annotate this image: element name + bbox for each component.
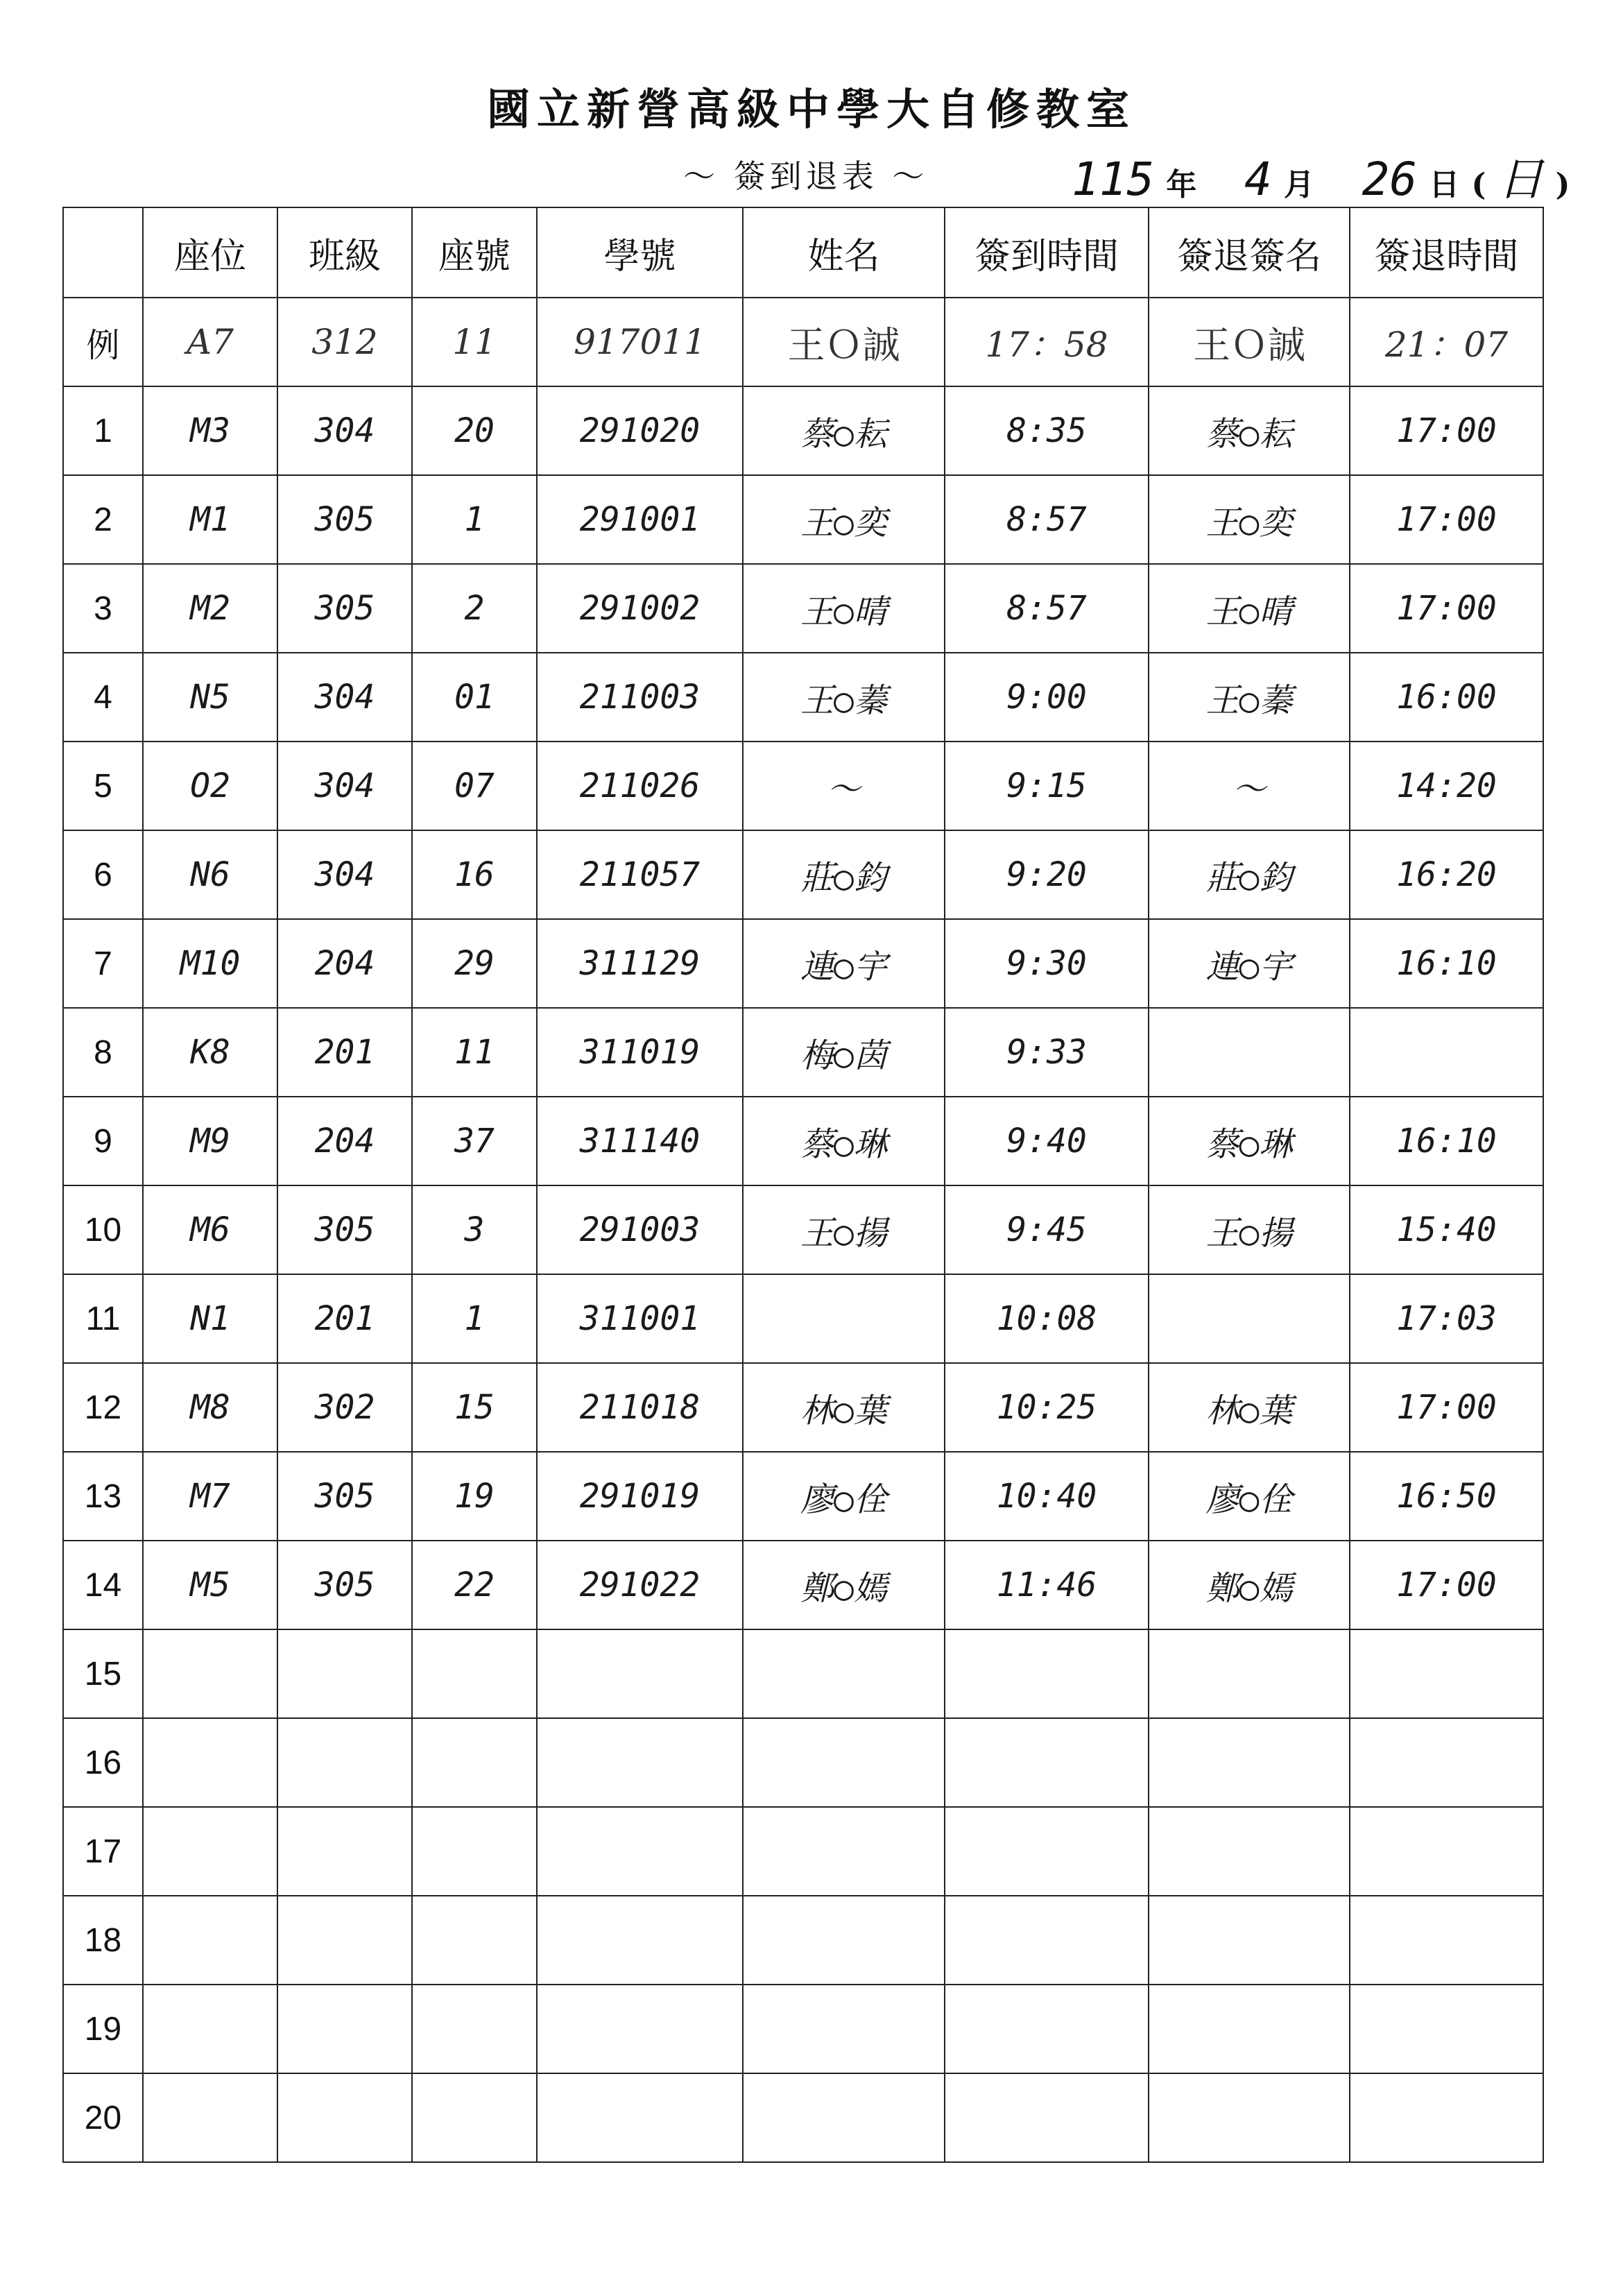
row-number: 8 [63,1008,143,1097]
seat-number-cell [412,1985,537,2073]
student-id-cell: 211018 [537,1363,743,1452]
name-cell [743,1629,945,1718]
table-row [63,1008,1543,1097]
seat-cell: N5 [143,653,277,742]
seat-cell [143,2073,277,2162]
seat-cell: A7 [143,298,277,386]
class-cell: 305 [277,1185,412,1274]
sign-out-signature-cell: 王○蓁 [1149,653,1350,742]
row-number: 10 [63,1185,143,1274]
student-id-cell: 211026 [537,742,743,830]
sign-out-signature-cell: 廖○佺 [1149,1452,1350,1541]
row-number: 12 [63,1363,143,1452]
table-row [63,2073,1543,2162]
table-row [63,475,1543,564]
sign-out-signature-cell: 莊○鈞 [1149,830,1350,919]
sign-in-time-cell: 8:35 [945,386,1149,475]
column-header-seat: 座位 [143,207,277,298]
row-number: 19 [63,1985,143,2073]
sign-in-time-cell: 10:40 [945,1452,1149,1541]
table-row [63,1274,1543,1363]
student-id-cell: 311129 [537,919,743,1008]
sign-out-time-cell: 16:10 [1350,1097,1543,1185]
sign-out-signature-cell: 蔡○耘 [1149,386,1350,475]
student-id-cell: 291001 [537,475,743,564]
sign-out-signature-cell: 王○奕 [1149,475,1350,564]
sign-out-signature-cell: 連○宇 [1149,919,1350,1008]
column-header-name: 姓名 [743,207,945,298]
class-cell: 305 [277,475,412,564]
sign-out-time-cell: 16:20 [1350,830,1543,919]
sign-out-time-cell [1350,1985,1543,2073]
table-row [63,564,1543,653]
row-number: 1 [63,386,143,475]
sign-in-time-cell: 8:57 [945,564,1149,653]
name-cell [743,1896,945,1985]
name-cell [743,1718,945,1807]
student-id-cell [537,1718,743,1807]
page-subtitle: ～ 簽到退表 ～ [683,157,929,195]
class-cell: 305 [277,1452,412,1541]
seat-number-cell: 07 [412,742,537,830]
seat-number-cell: 3 [412,1185,537,1274]
class-cell [277,1629,412,1718]
sign-out-time-cell [1350,1896,1543,1985]
seat-cell [143,1629,277,1718]
student-id-cell: 311019 [537,1008,743,1097]
class-cell: 304 [277,742,412,830]
name-cell: 廖○佺 [743,1452,945,1541]
sign-in-time-cell [945,1718,1149,1807]
sign-in-time-cell: 9:40 [945,1097,1149,1185]
name-cell: 蔡○耘 [743,386,945,475]
sign-out-time-cell: 17:03 [1350,1274,1543,1363]
sign-in-time-cell: 8:57 [945,475,1149,564]
sign-out-time-cell: 17:00 [1350,1363,1543,1452]
seat-cell: K8 [143,1008,277,1097]
sign-out-time-cell: 16:00 [1350,653,1543,742]
sign-out-signature-cell: 蔡○琳 [1149,1097,1350,1185]
date-day: 26 [1362,153,1418,206]
date-month-unit: 月 [1283,167,1314,203]
date-month: 4 [1244,153,1272,206]
sign-in-time-cell: 11:46 [945,1541,1149,1629]
row-number: 16 [63,1718,143,1807]
sign-out-signature-cell [1149,1629,1350,1718]
seat-number-cell: 16 [412,830,537,919]
seat-number-cell: 29 [412,919,537,1008]
sign-in-time-cell: 17：58 [945,298,1149,386]
seat-number-cell: 20 [412,386,537,475]
sign-out-time-cell: 17:00 [1350,386,1543,475]
sign-in-time-cell [945,1896,1149,1985]
seat-cell [143,1807,277,1896]
sign-out-signature-cell [1149,1718,1350,1807]
column-header-seat-number: 座號 [412,207,537,298]
seat-cell: N6 [143,830,277,919]
row-number: 6 [63,830,143,919]
class-cell [277,1718,412,1807]
name-cell: 王○揚 [743,1185,945,1274]
class-cell: 204 [277,919,412,1008]
seat-number-cell: 1 [412,475,537,564]
date-year: 115 [1072,153,1155,206]
sign-in-time-cell: 9:00 [945,653,1149,742]
seat-number-cell: 01 [412,653,537,742]
student-id-cell: 917011 [537,298,743,386]
sign-out-time-cell [1350,1629,1543,1718]
table-row [63,1185,1543,1274]
sign-out-time-cell: 16:50 [1350,1452,1543,1541]
column-header-index [63,207,143,298]
student-id-cell [537,1807,743,1896]
row-number: 14 [63,1541,143,1629]
sign-out-signature-cell [1149,1008,1350,1097]
student-id-cell: 291020 [537,386,743,475]
name-cell: 王○晴 [743,564,945,653]
date-year-unit: 年 [1166,167,1197,203]
row-number: 15 [63,1629,143,1718]
seat-cell: M2 [143,564,277,653]
row-number: 11 [63,1274,143,1363]
name-cell: 梅○茵 [743,1008,945,1097]
table-row [63,1629,1543,1718]
page-title: 國立新營高級中學大自修教室 [486,84,1136,135]
sign-out-signature-cell: 王○揚 [1149,1185,1350,1274]
row-number: 3 [63,564,143,653]
table-row [63,1985,1543,2073]
student-id-cell: 311001 [537,1274,743,1363]
name-cell: 蔡○琳 [743,1097,945,1185]
sign-in-time-cell [945,2073,1149,2162]
column-header-sign-in-time: 簽到時間 [945,207,1149,298]
name-cell: ～ [743,742,945,830]
seat-number-cell [412,1718,537,1807]
table-row [63,653,1543,742]
name-cell: 王Ｏ誠 [743,298,945,386]
student-id-cell [537,1985,743,2073]
row-number: 13 [63,1452,143,1541]
seat-cell: M9 [143,1097,277,1185]
table-row [63,830,1543,919]
table-row [63,1452,1543,1541]
seat-number-cell: 11 [412,298,537,386]
name-cell: 林○葉 [743,1363,945,1452]
row-number: 例 [63,298,143,386]
seat-cell: O2 [143,742,277,830]
sign-out-signature-cell: 鄭○嫣 [1149,1541,1350,1629]
sign-out-time-cell: 17:00 [1350,1541,1543,1629]
name-cell: 莊○鈞 [743,830,945,919]
sign-out-time-cell: 15:40 [1350,1185,1543,1274]
sign-out-time-cell: 14:20 [1350,742,1543,830]
student-id-cell: 211003 [537,653,743,742]
class-cell: 204 [277,1097,412,1185]
sign-out-time-cell [1350,1807,1543,1896]
student-id-cell: 291019 [537,1452,743,1541]
name-cell [743,2073,945,2162]
seat-number-cell: 22 [412,1541,537,1629]
name-cell [743,1807,945,1896]
sign-out-time-cell: 21：07 [1350,298,1543,386]
class-cell: 304 [277,830,412,919]
sign-in-time-cell [945,1807,1149,1896]
sign-out-time-cell: 16:10 [1350,919,1543,1008]
seat-number-cell [412,1896,537,1985]
seat-number-cell [412,2073,537,2162]
table-row [63,1718,1543,1807]
sign-in-table [62,207,1544,2163]
name-cell [743,1274,945,1363]
sign-in-time-cell: 10:25 [945,1363,1149,1452]
seat-number-cell: 19 [412,1452,537,1541]
seat-cell [143,1896,277,1985]
table-row [63,1541,1543,1629]
table-header-row [63,207,1543,298]
seat-cell: M1 [143,475,277,564]
seat-cell: N1 [143,1274,277,1363]
sign-out-signature-cell: 王○晴 [1149,564,1350,653]
class-cell: 304 [277,653,412,742]
name-cell: 王○蓁 [743,653,945,742]
table-row [63,742,1543,830]
row-number: 17 [63,1807,143,1896]
row-number: 5 [63,742,143,830]
sign-out-time-cell [1350,1008,1543,1097]
seat-cell: M3 [143,386,277,475]
seat-number-cell: 2 [412,564,537,653]
class-cell: 201 [277,1274,412,1363]
sign-out-signature-cell [1149,1985,1350,2073]
name-cell: 王○奕 [743,475,945,564]
seat-number-cell: 11 [412,1008,537,1097]
table-row [63,919,1543,1008]
class-cell [277,1896,412,1985]
seat-cell: M7 [143,1452,277,1541]
row-number: 18 [63,1896,143,1985]
sign-in-time-cell: 9:20 [945,830,1149,919]
example-row [63,298,1543,386]
row-number: 4 [63,653,143,742]
sign-in-time-cell: 9:45 [945,1185,1149,1274]
date-weekday: 日 [1497,153,1544,206]
table-row [63,1896,1543,1985]
class-cell: 305 [277,564,412,653]
name-cell: 鄭○嫣 [743,1541,945,1629]
student-id-cell: 291002 [537,564,743,653]
column-header-sign-out-signature: 簽退簽名 [1149,207,1350,298]
sign-out-signature-cell [1149,1274,1350,1363]
student-id-cell: 291003 [537,1185,743,1274]
name-cell: 連○宇 [743,919,945,1008]
class-cell: 302 [277,1363,412,1452]
class-cell: 305 [277,1541,412,1629]
sign-out-signature-cell: 林○葉 [1149,1363,1350,1452]
sign-out-signature-cell [1149,1896,1350,1985]
seat-cell: M8 [143,1363,277,1452]
column-header-class: 班級 [277,207,412,298]
name-cell [743,1985,945,2073]
student-id-cell [537,1629,743,1718]
sign-out-time-cell [1350,2073,1543,2162]
date-line [1072,142,1570,208]
class-cell: 201 [277,1008,412,1097]
seat-number-cell [412,1629,537,1718]
sign-out-time-cell: 17:00 [1350,564,1543,653]
seat-number-cell [412,1807,537,1896]
seat-cell: M6 [143,1185,277,1274]
class-cell: 304 [277,386,412,475]
seat-cell [143,1985,277,2073]
table-row [63,1097,1543,1185]
sign-out-signature-cell: 王Ｏ誠 [1149,298,1350,386]
sign-in-time-cell [945,1985,1149,2073]
row-number: 9 [63,1097,143,1185]
table-row [63,386,1543,475]
row-number: 20 [63,2073,143,2162]
date-weekday-close: ) [1555,167,1570,203]
column-header-student-id: 學號 [537,207,743,298]
table-row [63,1363,1543,1452]
column-header-sign-out-time: 簽退時間 [1350,207,1543,298]
student-id-cell [537,1896,743,1985]
sign-out-time-cell: 17:00 [1350,475,1543,564]
seat-number-cell: 15 [412,1363,537,1452]
student-id-cell [537,2073,743,2162]
sign-out-time-cell [1350,1718,1543,1807]
seat-cell: M10 [143,919,277,1008]
row-number: 7 [63,919,143,1008]
seat-cell: M5 [143,1541,277,1629]
seat-number-cell: 37 [412,1097,537,1185]
sign-in-time-cell: 9:30 [945,919,1149,1008]
class-cell [277,2073,412,2162]
class-cell [277,1985,412,2073]
date-day-unit: 日 [1429,167,1460,203]
table-row [63,1807,1543,1896]
seat-number-cell: 1 [412,1274,537,1363]
class-cell: 312 [277,298,412,386]
sign-in-time-cell [945,1629,1149,1718]
sign-out-signature-cell [1149,1807,1350,1896]
student-id-cell: 211057 [537,830,743,919]
class-cell [277,1807,412,1896]
sign-in-time-cell: 9:15 [945,742,1149,830]
sign-in-time-cell: 9:33 [945,1008,1149,1097]
sign-in-time-cell: 10:08 [945,1274,1149,1363]
seat-cell [143,1718,277,1807]
row-number: 2 [63,475,143,564]
date-weekday-open: ( [1471,167,1486,203]
sign-out-signature-cell: ～ [1149,742,1350,830]
sign-out-signature-cell [1149,2073,1350,2162]
student-id-cell: 311140 [537,1097,743,1185]
student-id-cell: 291022 [537,1541,743,1629]
